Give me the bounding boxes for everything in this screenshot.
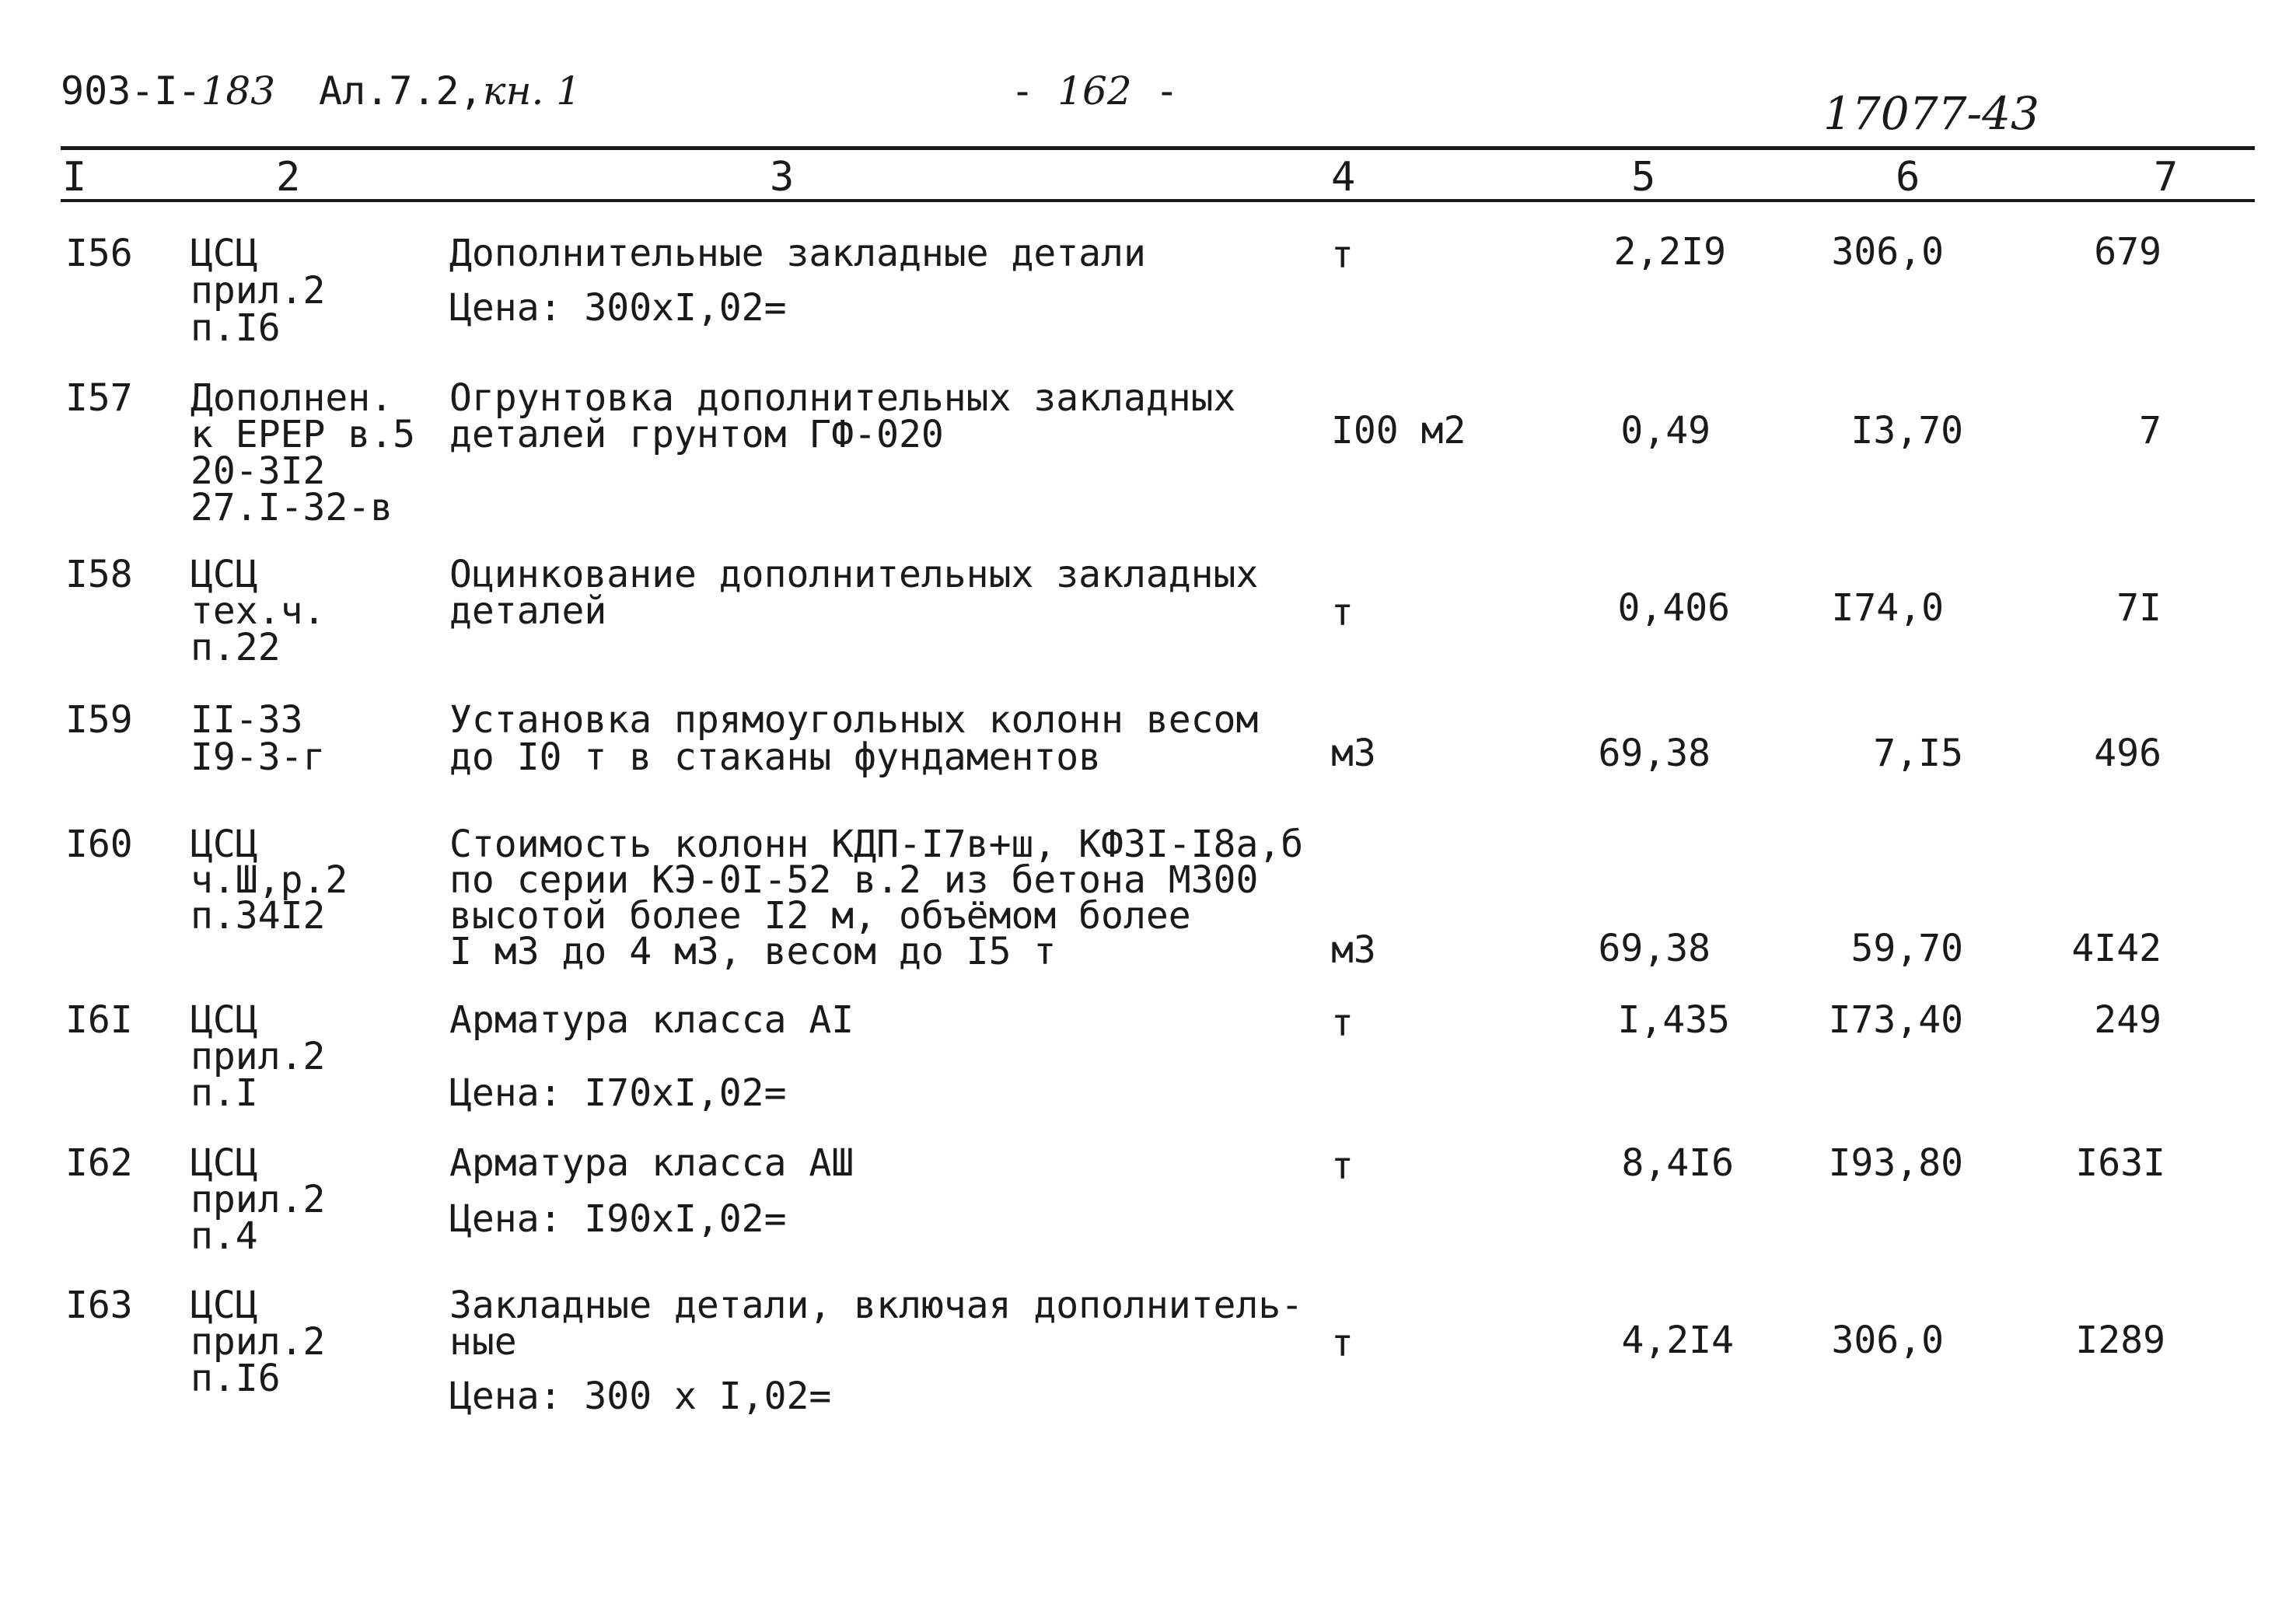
ref-line: к ЕРЕР в.5 bbox=[190, 413, 415, 456]
unit: I00 м2 bbox=[1331, 409, 1466, 452]
album-label: Ал.7.2, bbox=[319, 68, 483, 114]
ref-line: п.I bbox=[190, 1071, 258, 1115]
total: 249 bbox=[2094, 998, 2161, 1042]
unit-price: I73,40 bbox=[1828, 998, 1963, 1042]
col-num-5: 5 bbox=[1631, 154, 1656, 201]
price-note: Цена: 300хI,02= bbox=[449, 286, 787, 330]
ref-line: п.34I2 bbox=[190, 894, 326, 938]
unit-price: I3,70 bbox=[1850, 409, 1963, 452]
price-note: Цена: 300 х I,02= bbox=[449, 1375, 832, 1418]
quantity: 8,4I6 bbox=[1621, 1141, 1734, 1185]
unit: т bbox=[1331, 591, 1354, 634]
unit: т bbox=[1331, 1144, 1354, 1188]
row-number: I6I bbox=[65, 998, 133, 1042]
ref-line: I9-3-г bbox=[190, 735, 326, 779]
total: 7I bbox=[2116, 586, 2161, 630]
row-number: I58 bbox=[65, 553, 133, 596]
unit: т bbox=[1331, 1001, 1354, 1045]
quantity: 4,2I4 bbox=[1621, 1319, 1734, 1362]
ref-line: прил.2 bbox=[190, 1178, 326, 1221]
total: I289 bbox=[2075, 1319, 2165, 1362]
quantity: 0,49 bbox=[1620, 409, 1711, 452]
row-number: I56 bbox=[65, 232, 133, 275]
unit-price: 306,0 bbox=[1831, 230, 1944, 274]
page-number: 162 bbox=[1057, 68, 1132, 114]
ref-line: тех.ч. bbox=[190, 589, 326, 633]
ref-line: п.I6 bbox=[190, 1357, 281, 1400]
unit-price: 59,70 bbox=[1850, 927, 1963, 970]
desc-line: до I0 т в стаканы фундаментов bbox=[449, 735, 1102, 779]
quantity: I,435 bbox=[1617, 998, 1730, 1042]
total: 7 bbox=[2139, 409, 2161, 452]
code-prefix: 903-I- bbox=[61, 68, 201, 114]
top-rule bbox=[61, 146, 2255, 150]
col-num-3: 3 bbox=[770, 154, 795, 201]
doc-number: 17077-43 bbox=[1823, 87, 2039, 140]
row-number: I60 bbox=[65, 823, 133, 866]
col-num-7: 7 bbox=[2154, 154, 2179, 201]
row-number: I57 bbox=[65, 376, 133, 420]
unit: м3 bbox=[1331, 928, 1376, 972]
desc-line: Оцинкование дополнительных закладных bbox=[449, 553, 1259, 596]
desc-line: Дополнительные закладные детали bbox=[449, 232, 1146, 275]
ref-line: п.4 bbox=[190, 1214, 258, 1258]
unit-price: 7,I5 bbox=[1873, 732, 1963, 775]
ref-line: п.22 bbox=[190, 626, 281, 669]
quantity: 69,38 bbox=[1598, 732, 1711, 775]
row-number: I59 bbox=[65, 698, 133, 742]
price-note: Цена: I70хI,02= bbox=[449, 1071, 787, 1115]
ref-line: прил.2 bbox=[190, 1320, 326, 1364]
total: 4I42 bbox=[2071, 927, 2161, 970]
ref-line: Дополнен. bbox=[190, 376, 393, 420]
desc-line: деталей грунтом ГФ-020 bbox=[449, 413, 944, 456]
ref-line: ЦСЦ bbox=[190, 1284, 258, 1327]
desc-line: Установка прямоугольных колонн весом bbox=[449, 698, 1259, 742]
col-num-6: 6 bbox=[1896, 154, 1920, 201]
row-number: I63 bbox=[65, 1284, 133, 1327]
row-number: I62 bbox=[65, 1141, 133, 1185]
page-number-block bbox=[1011, 68, 1179, 114]
ref-line: ЦСЦ bbox=[190, 1141, 258, 1185]
unit-price: 306,0 bbox=[1831, 1319, 1944, 1362]
unit: м3 bbox=[1331, 732, 1376, 775]
col-num-2: 2 bbox=[276, 154, 301, 201]
desc-line: высотой более I2 м, объёмом более bbox=[449, 894, 1191, 938]
ref-line: ЦСЦ bbox=[190, 553, 258, 596]
header-rule bbox=[61, 199, 2255, 202]
col-num-4: 4 bbox=[1331, 154, 1356, 201]
desc-line: Стоимость колонн КДП-I7в+ш, КФЗI-I8а,б bbox=[449, 823, 1304, 866]
ref-line: прил.2 bbox=[190, 1035, 326, 1078]
unit-price: I93,80 bbox=[1828, 1141, 1963, 1185]
ref-line: прил.2 bbox=[190, 269, 326, 313]
book-handwritten: кн. 1 bbox=[482, 68, 582, 114]
desc-line: Арматура класса АI bbox=[449, 998, 854, 1042]
unit-price: I74,0 bbox=[1831, 586, 1944, 630]
album-ref bbox=[319, 68, 581, 114]
desc-line: по серии КЭ-0I-52 в.2 из бетона М300 bbox=[449, 858, 1259, 902]
ref-line: 27.I-32-в bbox=[190, 486, 393, 529]
ref-line: ЦСЦ bbox=[190, 823, 258, 866]
total: 679 bbox=[2094, 230, 2161, 274]
col-num-1: I bbox=[62, 154, 87, 201]
ref-line: ЦСЦ bbox=[190, 998, 258, 1042]
code-handwritten: 183 bbox=[201, 68, 276, 114]
ref-line: п.I6 bbox=[190, 306, 281, 350]
quantity: 0,406 bbox=[1617, 586, 1730, 630]
desc-line: Закладные детали, включая дополнитель- bbox=[449, 1284, 1304, 1327]
ref-line: ЦСЦ bbox=[190, 232, 258, 275]
quantity: 69,38 bbox=[1598, 927, 1711, 970]
ref-line: ч.Ш,р.2 bbox=[190, 858, 348, 902]
desc-line: Огрунтовка дополнительных закладных bbox=[449, 376, 1236, 420]
desc-line: деталей bbox=[449, 589, 607, 633]
quantity: 2,2I9 bbox=[1613, 230, 1726, 274]
ref-line: 20-3I2 bbox=[190, 449, 326, 493]
total: 496 bbox=[2094, 732, 2161, 775]
total: I63I bbox=[2075, 1141, 2165, 1185]
desc-line: ные bbox=[449, 1320, 517, 1364]
desc-line: I м3 до 4 м3, весом до I5 т bbox=[449, 930, 1057, 973]
page-dash-left: - bbox=[1011, 68, 1035, 114]
document-code bbox=[61, 68, 275, 114]
desc-line: Арматура класса АШ bbox=[449, 1141, 854, 1185]
price-note: Цена: I90хI,02= bbox=[449, 1197, 787, 1241]
unit: т bbox=[1331, 233, 1354, 277]
ref-line: II-33 bbox=[190, 698, 303, 742]
unit: т bbox=[1331, 1322, 1354, 1365]
page-dash-right: - bbox=[1155, 68, 1179, 114]
